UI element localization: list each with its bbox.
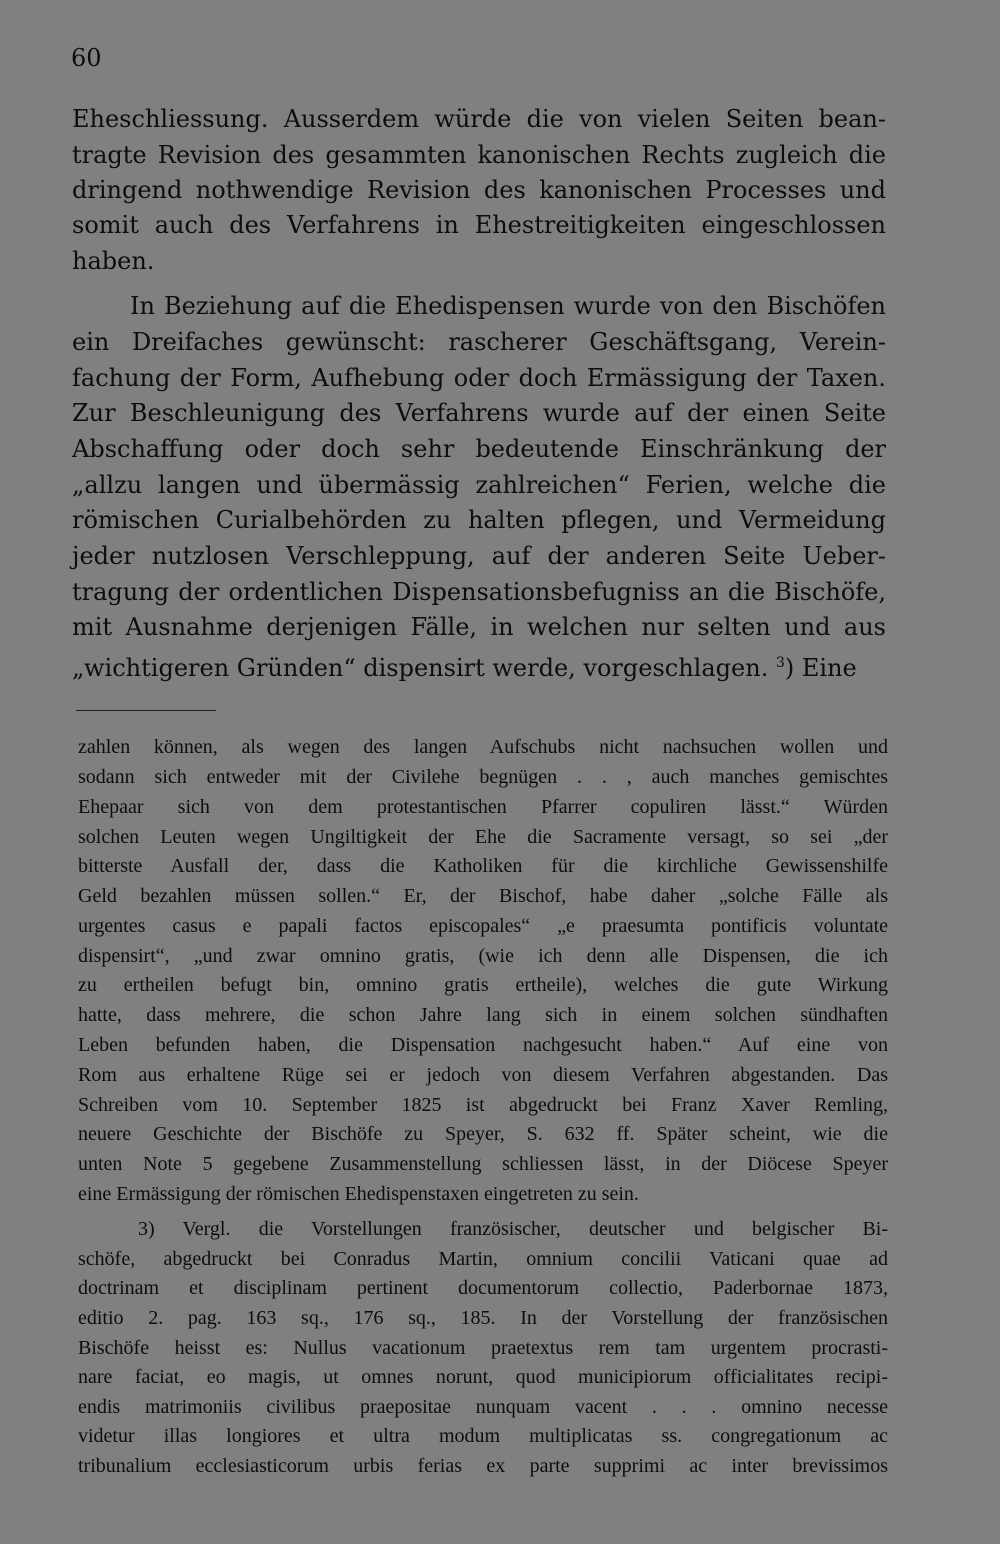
footnote-line: tribunalium ecclesiasticorum urbis ferias ex parte supprimi ac inter brevissimos xyxy=(78,1455,888,1477)
text-line: tragung der ordentlichen Dispensationsbefugniss an die Bischöfe, xyxy=(72,578,886,606)
text-line-end: ) Eine xyxy=(784,654,857,682)
footnote-line: Bischöfe heisst es: Nullus vacationum praetextus rem tam urgentem procrasti- xyxy=(78,1337,888,1359)
page-number: 60 xyxy=(71,44,102,72)
footnote-line: Ehepaar sich von dem protestantischen Pfarrer copuliren lässt.“ Würden xyxy=(78,796,888,818)
footnote-line: endis matrimoniis civilibus praepositae nunquam vacent . . . omnino necesse xyxy=(78,1396,888,1418)
text-line: jeder nutzlosen Verschleppung, auf der anderen Seite Ueber- xyxy=(72,542,886,570)
text-line: tragte Revision des gesammten kanonischen Rechts zugleich die xyxy=(72,141,886,169)
footnote-line: videtur illas longiores et ultra modum multiplicatas ss. congregationum ac xyxy=(78,1425,888,1447)
footnote-line: hatte, dass mehrere, die schon Jahre lang sich in einem solchen sündhaften xyxy=(78,1004,888,1026)
footnote-line: sodann sich entweder mit der Civilehe begnügen . . , auch manches gemischtes xyxy=(78,766,888,788)
footnote-line: Schreiben vom 10. September 1825 ist abgedruckt bei Franz Xaver Remling, xyxy=(78,1094,888,1116)
text-line: Zur Beschleunigung des Verfahrens wurde auf der einen Seite xyxy=(72,399,886,427)
footnote-line: neuere Geschichte der Bischöfe zu Speyer, S. 632 ff. Später scheint, wie die xyxy=(78,1123,888,1145)
text-line: In Beziehung auf die Ehedispensen wurde von den Bischöfen xyxy=(130,292,886,320)
footnote-line: doctrinam et disciplinam pertinent documentorum collectio, Paderbornae 1873, xyxy=(78,1277,888,1299)
text-line: fachung der Form, Aufhebung oder doch Ermässigung der Taxen. xyxy=(72,364,886,392)
footnote-line: solchen Leuten wegen Ungiltigkeit der Ehe die Sacramente versagt, so sei „der xyxy=(78,826,888,848)
text-line: römischen Curialbehörden zu halten pflegen, und Vermeidung xyxy=(72,506,886,534)
text-line-main: „wichtigeren Gründen“ dispensirt werde, vorgeschlagen. xyxy=(72,654,769,682)
footnote-line: zahlen können, als wegen des langen Aufschubs nicht nachsuchen wollen und xyxy=(78,736,888,758)
footnote-line: editio 2. pag. 163 sq., 176 sq., 185. In der Vorstellung der französischen xyxy=(78,1307,888,1329)
footnote-line: bitterste Ausfall der, dass die Katholiken für die kirchliche Gewissenshilfe xyxy=(78,855,888,877)
text-line: dringend nothwendige Revision des kanonischen Processes und xyxy=(72,176,886,204)
footnote-line: urgentes casus e papali factos episcopales“ „e praesumta pontificis voluntate xyxy=(78,915,888,937)
footnote-line: dispensirt“, „und zwar omnino gratis, (wie ich denn alle Dispensen, die ich xyxy=(78,945,888,967)
footnote-line: Leben befunden haben, die Dispensation nachgesucht haben.“ Auf eine von xyxy=(78,1034,888,1056)
footnote-line: nare faciat, eo magis, ut omnes norunt, quod municipiorum officialitates recipi- xyxy=(78,1366,888,1388)
footnote-marker: 3 xyxy=(775,655,785,671)
footnote-line: eine Ermässigung der römischen Ehedispenstaxen eingetreten zu sein. xyxy=(78,1183,639,1205)
text-line: Eheschliessung. Ausserdem würde die von vielen Seiten bean- xyxy=(72,105,886,133)
text-line xyxy=(72,648,886,682)
footnote-line: unten Note 5 gegebene Zusammenstellung schliessen lässt, in der Diöcese Speyer xyxy=(78,1153,888,1175)
footnote-line: zu ertheilen befugt bin, omnino gratis ertheile), welches die gute Wirkung xyxy=(78,974,888,996)
footnote-line: 3) Vergl. die Vorstellungen französischer, deutscher und belgischer Bi- xyxy=(138,1218,888,1240)
text-line: mit Ausnahme derjenigen Fälle, in welchen nur selten und aus xyxy=(72,613,886,641)
text-line: haben. xyxy=(72,247,155,275)
text-line: ein Dreifaches gewünscht: rascherer Geschäftsgang, Verein- xyxy=(72,328,886,356)
footnote-separator xyxy=(76,710,216,711)
footnote-line: schöfe, abgedruckt bei Conradus Martin, omnium concilii Vaticani quae ad xyxy=(78,1248,888,1270)
text-line: „allzu langen und übermässig zahlreichen“ Ferien, welche die xyxy=(72,471,886,499)
footnote-line: Geld bezahlen müssen sollen.“ Er, der Bischof, habe daher „solche Fälle als xyxy=(78,885,888,907)
text-line: somit auch des Verfahrens in Ehestreitigkeiten eingeschlossen xyxy=(72,211,886,239)
footnote-line: Rom aus erhaltene Rüge sei er jedoch von diesem Verfahren abgestanden. Das xyxy=(78,1064,888,1086)
text-line: Abschaffung oder doch sehr bedeutende Einschränkung der xyxy=(72,435,886,463)
